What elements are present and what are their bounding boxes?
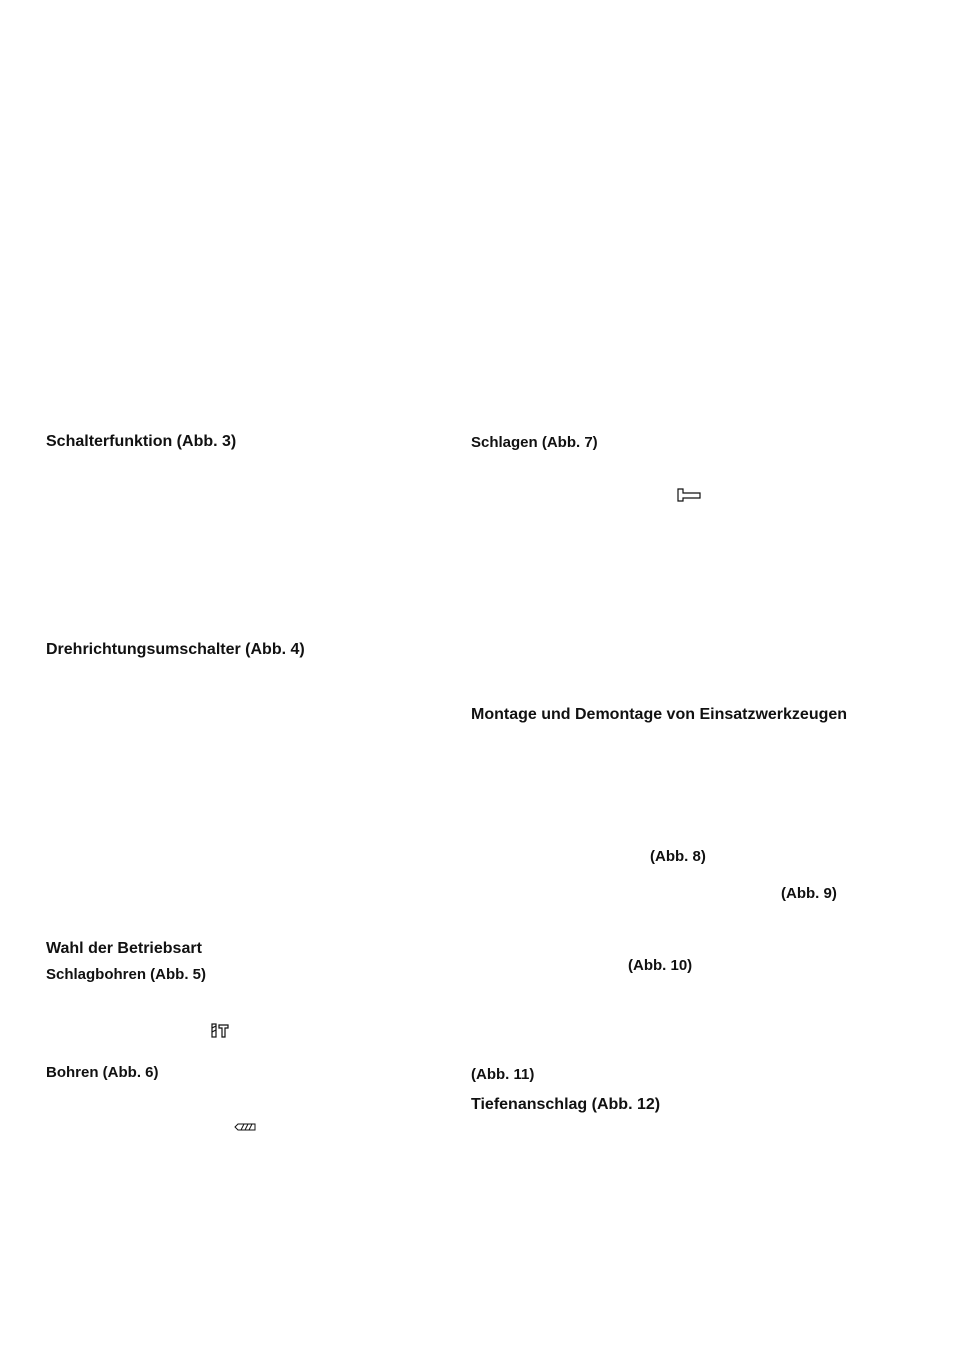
drill-hammer-icon (210, 1021, 230, 1039)
ref-abb-8: (Abb. 8) (650, 848, 706, 865)
drill-bit-icon (234, 1122, 256, 1132)
heading-tiefenanschlag: Tiefenanschlag (Abb. 12) (471, 1096, 661, 1113)
ref-abb-9: (Abb. 9) (781, 885, 837, 902)
heading-drehrichtungsumschalter: Drehrichtungsumschalter (Abb. 4) (46, 641, 305, 658)
heading-bohren: Bohren (Abb. 6) (46, 1064, 159, 1081)
heading-schalterfunktion: Schalterfunktion (Abb. 3) (46, 433, 237, 450)
hammer-icon (677, 487, 701, 503)
heading-wahl-der-betriebsart: Wahl der Betriebsart (46, 940, 202, 957)
heading-schlagen: Schlagen (Abb. 7) (471, 434, 598, 451)
heading-montage-demontage: Montage und Demontage von Einsatzwerkzeugen (471, 706, 848, 723)
ref-abb-11: (Abb. 11) (471, 1066, 535, 1083)
ref-abb-10: (Abb. 10) (628, 957, 693, 974)
heading-schlagbohren: Schlagbohren (Abb. 5) (46, 966, 207, 983)
